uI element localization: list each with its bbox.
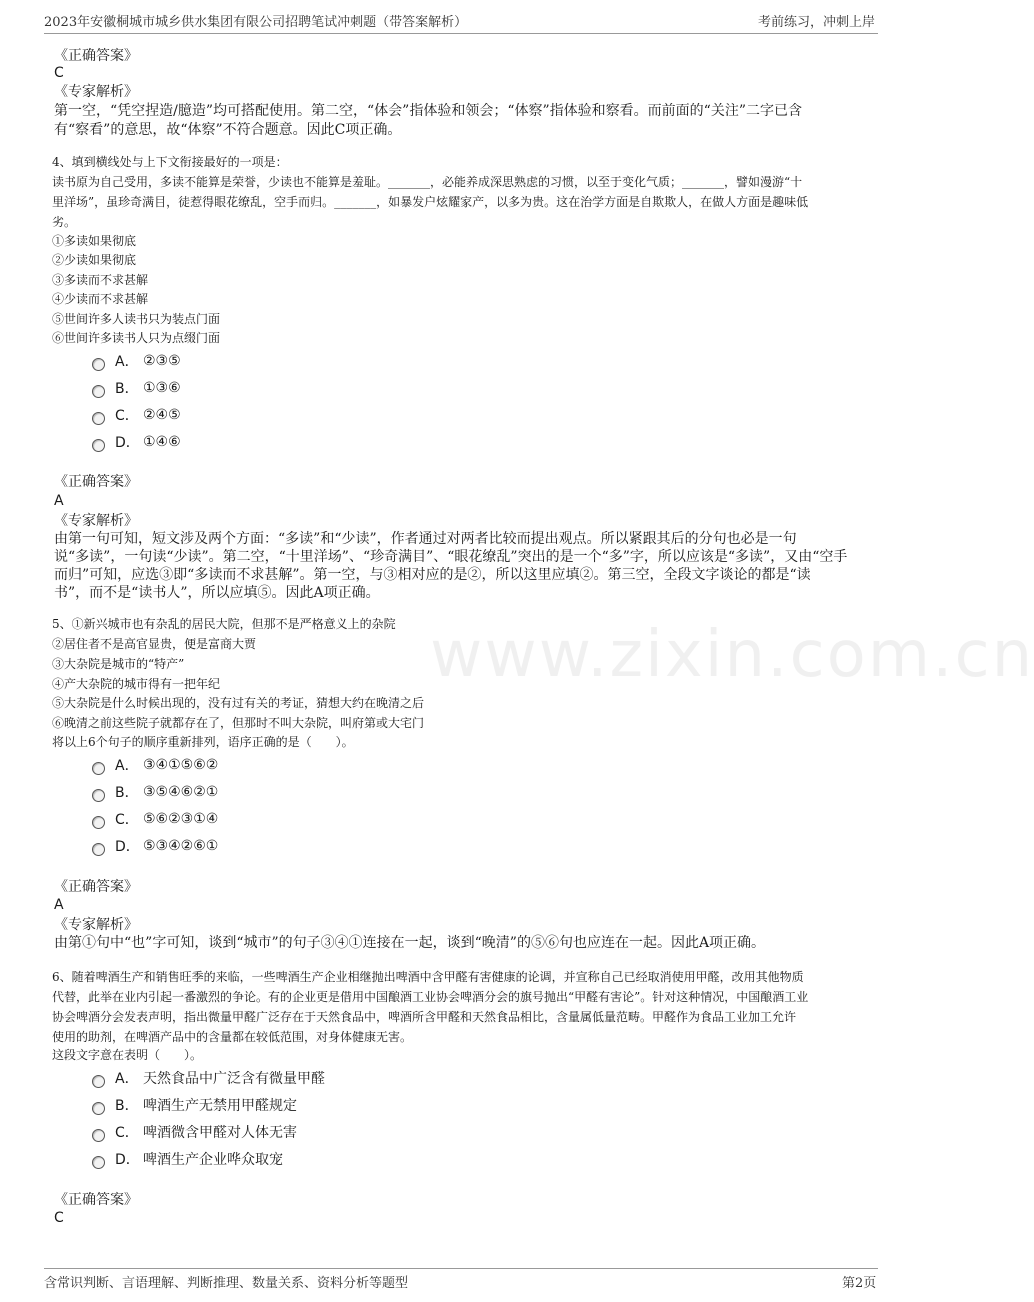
option-c[interactable]	[92, 404, 181, 426]
option-letter: A．	[115, 758, 139, 774]
radio-icon[interactable]	[92, 1075, 105, 1088]
option-text: ③④①⑤⑥②	[143, 757, 219, 773]
analysis-line: 说“多读”，一句读“少读”。第二空，“十里洋场”、“珍奇满目”、“眼花缭乱”突出的是一个“多”字，所以应该是“多读”，又由“空手	[54, 549, 848, 565]
question-item: ⑤大杂院是什么时候出现的，没有过有关的考证，猜想大约在晚清之后	[52, 696, 425, 710]
option-text: 天然食品中广泛含有微量甲醛	[143, 1071, 325, 1087]
analysis-line: 由第①句中“也”字可知，谈到“城市”的句子③④①连接在一起，谈到“晚清”的⑤⑥句也应连在一起。因此A项正确。	[54, 935, 766, 951]
option-text: ⑤⑥②③①④	[143, 811, 219, 827]
option-d[interactable]	[92, 1148, 283, 1170]
option-c[interactable]	[92, 1121, 297, 1143]
answer-label: 《正确答案》	[54, 879, 138, 895]
radio-icon[interactable]	[92, 1102, 105, 1115]
answer-value: C	[54, 1210, 64, 1226]
question-prompt: 这段文字意在表明（ ）。	[52, 1048, 203, 1062]
radio-icon[interactable]	[92, 412, 105, 425]
option-text: ⑤③④②⑥①	[143, 838, 219, 854]
option-d[interactable]	[92, 835, 218, 857]
option-letter: C．	[115, 408, 139, 424]
question-item: ③多读而不求甚解	[52, 273, 149, 287]
question-item: ④产大杂院的城市得有一把年纪	[52, 677, 221, 691]
question-stem: 代替，此举在业内引起一番激烈的争论。有的企业更是借用中国酿酒工业协会啤酒分会的旗号抛出“甲醛有害论”。针对这种情况，中国酿酒工业	[52, 990, 809, 1004]
option-letter: C．	[115, 1125, 139, 1141]
option-b[interactable]	[92, 1094, 297, 1116]
option-letter: D．	[115, 435, 140, 451]
radio-icon[interactable]	[92, 843, 105, 856]
analysis-line: 由第一句可知，短文涉及两个方面：“多读”和“少读”，作者通过对两者比较而提出观点。所以紧跟其后的分句也必是一句	[54, 531, 797, 547]
option-letter: C．	[115, 812, 139, 828]
option-b[interactable]	[92, 377, 181, 399]
option-c[interactable]	[92, 808, 218, 830]
option-text: ①③⑥	[143, 380, 181, 396]
question-stem: 读书原为自己受用，多读不能算是荣誉，少读也不能算是羞耻。_______，必能养成深思熟虑的习惯，以至于变化气质；_______，譬如漫游“十	[52, 175, 803, 189]
radio-icon[interactable]	[92, 385, 105, 398]
option-letter: B．	[115, 381, 139, 397]
radio-icon[interactable]	[92, 358, 105, 371]
analysis-line: 第一空，“凭空捏造/臆造”均可搭配使用。第二空，“体会”指体验和领会；“体察”指体验和察看。而前面的“关注”二字已含	[54, 103, 802, 119]
radio-icon[interactable]	[92, 439, 105, 452]
question-item: ②少读如果彻底	[52, 253, 137, 267]
question-stem: 协会啤酒分会发表声明，指出微量甲醛广泛存在于天然食品中，啤酒所含甲醛和天然食品相比，含量属低量范畴。甲醛作为食品工业加工允许	[52, 1010, 797, 1024]
question-prompt: 将以上6个句子的顺序重新排列，语序正确的是（ ）。	[52, 735, 354, 749]
question-item: ⑤世间许多人读书只为装点门面	[52, 312, 221, 326]
analysis-label: 《专家解析》	[54, 84, 138, 100]
radio-icon[interactable]	[92, 1129, 105, 1142]
option-b[interactable]	[92, 781, 218, 803]
question-item: ①多读如果彻底	[52, 234, 137, 248]
option-letter: A．	[115, 1071, 139, 1087]
question-item: ⑥晚清之前这些院子就都存在了，但那时不叫大杂院，叫府第或大宅门	[52, 716, 425, 730]
answer-label: 《正确答案》	[54, 48, 138, 64]
radio-icon[interactable]	[92, 816, 105, 829]
question-stem: 5、①新兴城市也有杂乱的居民大院，但那不是严格意义上的杂院	[52, 617, 396, 631]
option-text: 啤酒生产无禁用甲醛规定	[143, 1098, 297, 1114]
analysis-line: 有“察看”的意思，故“体察”不符合题意。因此C项正确。	[54, 122, 402, 138]
option-letter: B．	[115, 785, 139, 801]
option-text: 啤酒微含甲醛对人体无害	[143, 1125, 297, 1141]
option-letter: B．	[115, 1098, 139, 1114]
option-text: ②③⑤	[143, 353, 181, 369]
question-item: ⑥世间许多读书人只为点缀门面	[52, 331, 221, 345]
option-a[interactable]	[92, 754, 218, 776]
option-d[interactable]	[92, 431, 181, 453]
analysis-line: 而归”可知，应选③即“多读而不求甚解”。第一空，与③相对应的是②，所以这里应填②。第三空，全段文字谈论的都是“读	[54, 567, 811, 583]
radio-icon[interactable]	[92, 789, 105, 802]
option-letter: A．	[115, 354, 139, 370]
option-a[interactable]	[92, 1067, 325, 1089]
answer-value: A	[54, 493, 64, 509]
option-text: 啤酒生产企业哗众取宠	[143, 1152, 283, 1168]
radio-icon[interactable]	[92, 1156, 105, 1169]
option-letter: D．	[115, 839, 140, 855]
question-item: ②居住者不是高官显贵，便是富商大贾	[52, 637, 257, 651]
option-a[interactable]	[92, 350, 181, 372]
analysis-label: 《专家解析》	[54, 513, 138, 529]
footer-divider	[44, 1268, 878, 1269]
page-number: 第2页	[842, 1276, 877, 1291]
watermark: www.zixin.com.cn	[430, 618, 1034, 692]
option-text: ②④⑤	[143, 407, 181, 423]
analysis-line: 书”，而不是“读书人”，所以应填⑤。因此A项正确。	[54, 585, 380, 601]
header-slogan: 考前练习，冲刺上岸	[758, 15, 876, 30]
answer-label: 《正确答案》	[54, 474, 138, 490]
option-text: ①④⑥	[143, 434, 181, 450]
question-stem: 4、填到横线处与上下文衔接最好的一项是：	[52, 155, 288, 169]
answer-value: A	[54, 897, 64, 913]
answer-label: 《正确答案》	[54, 1192, 138, 1208]
question-stem: 6、随着啤酒生产和销售旺季的来临，一些啤酒生产企业相继抛出啤酒中含甲醛有害健康的论调，并宣称自己已经取消使用甲醛，改用其他物质	[52, 970, 804, 984]
question-stem: 劣。	[52, 215, 77, 229]
question-stem: 里洋场”，虽珍奇满目，徒惹得眼花缭乱，空手而归。_______，如暴发户炫耀家产，以多为贵。这在治学方面是自欺欺人，在做人方面是趣味低	[52, 195, 809, 209]
question-item: ③大杂院是城市的“特产”	[52, 657, 185, 671]
analysis-label: 《专家解析》	[54, 917, 138, 933]
radio-icon[interactable]	[92, 762, 105, 775]
question-stem: 使用的助剂，在啤酒产品中的含量都在较低范围，对身体健康无害。	[52, 1030, 413, 1044]
question-item: ④少读而不求甚解	[52, 292, 149, 306]
option-text: ③⑤④⑥②①	[143, 784, 219, 800]
document-title: 2023年安徽桐城市城乡供水集团有限公司招聘笔试冲刺题（带答案解析）	[44, 15, 468, 30]
footer-topics: 含常识判断、言语理解、判断推理、数量关系、资料分析等题型	[44, 1276, 409, 1291]
option-letter: D．	[115, 1152, 140, 1168]
answer-value: C	[54, 65, 64, 81]
header-divider	[44, 33, 878, 34]
